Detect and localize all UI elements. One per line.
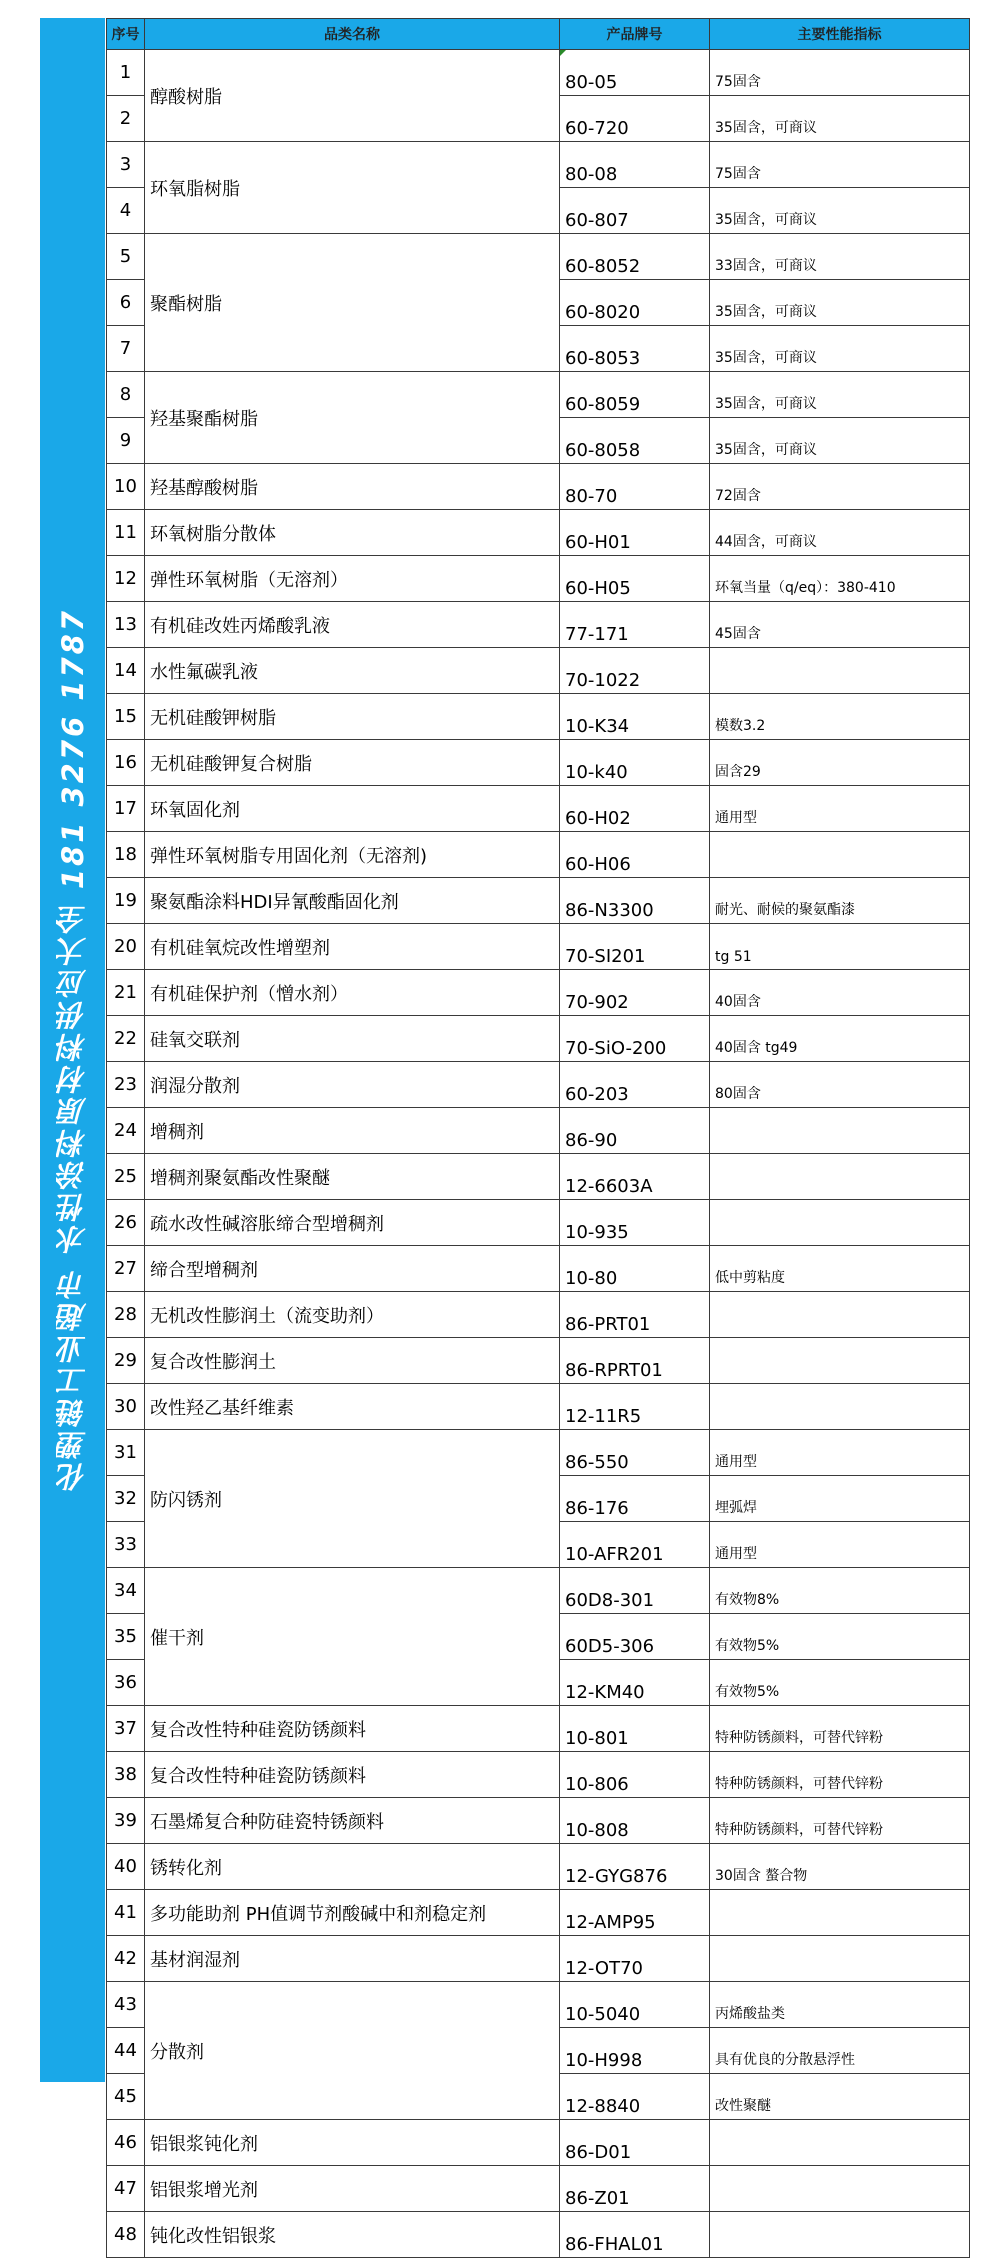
category-name: 防闪锈剂 <box>145 1430 560 1568</box>
product-code: 86-RPRT01 <box>560 1338 710 1384</box>
table-row <box>107 1384 970 1430</box>
row-number: 16 <box>107 740 145 786</box>
performance-spec: 75固含 <box>710 142 970 188</box>
table-row <box>107 1108 970 1154</box>
product-table <box>106 18 970 2258</box>
table-row <box>107 1246 970 1292</box>
performance-spec <box>710 1154 970 1200</box>
row-number: 29 <box>107 1338 145 1384</box>
product-code: 10-808 <box>560 1798 710 1844</box>
product-code: 86-D01 <box>560 2120 710 2166</box>
table-row <box>107 1936 970 1982</box>
product-code: 12-GYG876 <box>560 1844 710 1890</box>
category-name: 疏水改性碱溶胀缔合型增稠剂 <box>145 1200 560 1246</box>
header-code: 产品牌号 <box>560 19 710 50</box>
product-code: 86-90 <box>560 1108 710 1154</box>
row-number: 27 <box>107 1246 145 1292</box>
product-code: 60-8020 <box>560 280 710 326</box>
table-row <box>107 556 970 602</box>
table-row <box>107 832 970 878</box>
table-row <box>107 786 970 832</box>
product-code: 12-KM40 <box>560 1660 710 1706</box>
row-number: 40 <box>107 1844 145 1890</box>
product-code: 60-203 <box>560 1062 710 1108</box>
row-number: 3 <box>107 142 145 188</box>
performance-spec: 35固含，可商议 <box>710 96 970 142</box>
table-row <box>107 464 970 510</box>
product-code: 70-SiO-200 <box>560 1016 710 1062</box>
row-number: 18 <box>107 832 145 878</box>
category-name: 聚氨酯涂料HDI异氰酸酯固化剂 <box>145 878 560 924</box>
performance-spec <box>710 1338 970 1384</box>
table-row <box>107 878 970 924</box>
product-code: 60-H02 <box>560 786 710 832</box>
product-code: 60-807 <box>560 188 710 234</box>
product-code: 60-H01 <box>560 510 710 556</box>
category-name: 无机硅酸钾复合树脂 <box>145 740 560 786</box>
row-number: 32 <box>107 1476 145 1522</box>
performance-spec <box>710 2212 970 2258</box>
row-number: 48 <box>107 2212 145 2258</box>
performance-spec: 35固含，可商议 <box>710 418 970 464</box>
category-name: 环氧脂树脂 <box>145 142 560 234</box>
row-number: 21 <box>107 970 145 1016</box>
row-number: 46 <box>107 2120 145 2166</box>
category-name: 羟基醇酸树脂 <box>145 464 560 510</box>
table-row <box>107 1706 970 1752</box>
category-name: 弹性环氧树脂（无溶剂） <box>145 556 560 602</box>
category-name: 分散剂 <box>145 1982 560 2120</box>
product-code: 60-8052 <box>560 234 710 280</box>
table-body <box>107 50 970 2258</box>
product-code: 70-1022 <box>560 648 710 694</box>
row-number: 39 <box>107 1798 145 1844</box>
product-code: 80-05 <box>560 50 710 96</box>
row-number: 41 <box>107 1890 145 1936</box>
category-name: 锈转化剂 <box>145 1844 560 1890</box>
row-number: 10 <box>107 464 145 510</box>
category-name: 增稠剂聚氨酯改性聚醚 <box>145 1154 560 1200</box>
category-name: 多功能助剂 PH值调节剂酸碱中和剂稳定剂 <box>145 1890 560 1936</box>
category-name: 增稠剂 <box>145 1108 560 1154</box>
row-number: 36 <box>107 1660 145 1706</box>
category-name: 硅氧交联剂 <box>145 1016 560 1062</box>
product-code: 10-AFR201 <box>560 1522 710 1568</box>
performance-spec <box>710 832 970 878</box>
row-number: 43 <box>107 1982 145 2028</box>
table-row <box>107 1338 970 1384</box>
product-code: 10-k40 <box>560 740 710 786</box>
product-code: 10-935 <box>560 1200 710 1246</box>
row-number: 8 <box>107 372 145 418</box>
product-code: 12-OT70 <box>560 1936 710 1982</box>
performance-spec: 耐光、耐候的聚氨酯漆 <box>710 878 970 924</box>
performance-spec <box>710 2120 970 2166</box>
performance-spec: 33固含，可商议 <box>710 234 970 280</box>
row-number: 45 <box>107 2074 145 2120</box>
performance-spec: 埋弧焊 <box>710 1476 970 1522</box>
performance-spec: 80固含 <box>710 1062 970 1108</box>
table-row <box>107 1154 970 1200</box>
performance-spec <box>710 1384 970 1430</box>
row-number: 2 <box>107 96 145 142</box>
row-number: 13 <box>107 602 145 648</box>
category-name: 润湿分散剂 <box>145 1062 560 1108</box>
product-code: 10-806 <box>560 1752 710 1798</box>
category-name: 复合改性特种硅瓷防锈颜料 <box>145 1706 560 1752</box>
category-name: 催干剂 <box>145 1568 560 1706</box>
product-code: 86-PRT01 <box>560 1292 710 1338</box>
row-number: 7 <box>107 326 145 372</box>
category-name: 改性羟乙基纤维素 <box>145 1384 560 1430</box>
table-row <box>107 372 970 418</box>
sidebar-title <box>40 18 105 2082</box>
category-name: 钝化改性铝银浆 <box>145 2212 560 2258</box>
row-number: 14 <box>107 648 145 694</box>
row-number: 47 <box>107 2166 145 2212</box>
product-code: 70-SI201 <box>560 924 710 970</box>
category-name: 醇酸树脂 <box>145 50 560 142</box>
row-number: 30 <box>107 1384 145 1430</box>
table-row <box>107 1062 970 1108</box>
performance-spec: 环氧当量（q/eq）：380-410 <box>710 556 970 602</box>
category-name: 有机硅改姓丙烯酸乳液 <box>145 602 560 648</box>
performance-spec: 低中剪粘度 <box>710 1246 970 1292</box>
table-row <box>107 510 970 556</box>
row-number: 9 <box>107 418 145 464</box>
performance-spec: 有效物5% <box>710 1660 970 1706</box>
performance-spec: 35固含，可商议 <box>710 372 970 418</box>
performance-spec: 特种防锈颜料，可替代锌粉 <box>710 1706 970 1752</box>
table-row <box>107 1844 970 1890</box>
row-number: 22 <box>107 1016 145 1062</box>
row-number: 4 <box>107 188 145 234</box>
table-row <box>107 740 970 786</box>
category-name: 基材润湿剂 <box>145 1936 560 1982</box>
sidebar-text: 化塑链工业超市 水性涂料原材料供应大全 181 3276 1787 <box>56 608 90 1492</box>
category-name: 无机改性膨润土（流变助剂） <box>145 1292 560 1338</box>
product-code: 60-8053 <box>560 326 710 372</box>
table-row <box>107 234 970 280</box>
performance-spec: 75固含 <box>710 50 970 96</box>
product-code: 60-H06 <box>560 832 710 878</box>
table-row <box>107 602 970 648</box>
product-code: 10-K34 <box>560 694 710 740</box>
performance-spec: 30固含 螯合物 <box>710 1844 970 1890</box>
row-number: 42 <box>107 1936 145 1982</box>
performance-spec: 特种防锈颜料，可替代锌粉 <box>710 1752 970 1798</box>
performance-spec: tg 51 <box>710 924 970 970</box>
product-code: 12-AMP95 <box>560 1890 710 1936</box>
row-number: 11 <box>107 510 145 556</box>
product-code: 12-6603A <box>560 1154 710 1200</box>
product-code: 70-902 <box>560 970 710 1016</box>
row-number: 12 <box>107 556 145 602</box>
product-code: 80-70 <box>560 464 710 510</box>
row-number: 20 <box>107 924 145 970</box>
performance-spec: 72固含 <box>710 464 970 510</box>
category-name: 无机硅酸钾树脂 <box>145 694 560 740</box>
table-row <box>107 648 970 694</box>
row-number: 19 <box>107 878 145 924</box>
product-code: 60-8058 <box>560 418 710 464</box>
product-code: 12-8840 <box>560 2074 710 2120</box>
header-spec: 主要性能指标 <box>710 19 970 50</box>
performance-spec: 通用型 <box>710 786 970 832</box>
product-code: 60-720 <box>560 96 710 142</box>
table-row <box>107 50 970 96</box>
category-name: 铝银浆增光剂 <box>145 2166 560 2212</box>
performance-spec <box>710 2166 970 2212</box>
row-number: 37 <box>107 1706 145 1752</box>
category-name: 水性氟碳乳液 <box>145 648 560 694</box>
performance-spec: 35固含，可商议 <box>710 188 970 234</box>
category-name: 羟基聚酯树脂 <box>145 372 560 464</box>
table-row <box>107 1200 970 1246</box>
performance-spec: 有效物8% <box>710 1568 970 1614</box>
product-code: 86-550 <box>560 1430 710 1476</box>
product-code: 77-171 <box>560 602 710 648</box>
performance-spec: 通用型 <box>710 1522 970 1568</box>
table-row <box>107 2212 970 2258</box>
table-row <box>107 1798 970 1844</box>
product-code: 86-176 <box>560 1476 710 1522</box>
table-row <box>107 1430 970 1476</box>
table-row <box>107 2120 970 2166</box>
table-row <box>107 1016 970 1062</box>
category-name: 复合改性膨润土 <box>145 1338 560 1384</box>
performance-spec: 丙烯酸盐类 <box>710 1982 970 2028</box>
header-category: 品类名称 <box>145 19 560 50</box>
category-name: 聚酯树脂 <box>145 234 560 372</box>
performance-spec <box>710 1108 970 1154</box>
row-number: 44 <box>107 2028 145 2074</box>
category-name: 环氧固化剂 <box>145 786 560 832</box>
row-number: 5 <box>107 234 145 280</box>
table-row <box>107 1982 970 2028</box>
table-row <box>107 1292 970 1338</box>
row-number: 31 <box>107 1430 145 1476</box>
row-number: 1 <box>107 50 145 96</box>
performance-spec: 固含29 <box>710 740 970 786</box>
performance-spec: 45固含 <box>710 602 970 648</box>
performance-spec: 模数3.2 <box>710 694 970 740</box>
product-code: 60-8059 <box>560 372 710 418</box>
performance-spec: 改性聚醚 <box>710 2074 970 2120</box>
product-code: 60-H05 <box>560 556 710 602</box>
row-number: 6 <box>107 280 145 326</box>
product-code: 60D8-301 <box>560 1568 710 1614</box>
row-number: 24 <box>107 1108 145 1154</box>
category-name: 复合改性特种硅瓷防锈颜料 <box>145 1752 560 1798</box>
table-row <box>107 924 970 970</box>
product-code: 10-H998 <box>560 2028 710 2074</box>
product-code: 10-801 <box>560 1706 710 1752</box>
category-name: 缔合型增稠剂 <box>145 1246 560 1292</box>
table-row <box>107 1752 970 1798</box>
product-code: 86-N3300 <box>560 878 710 924</box>
table-row <box>107 2166 970 2212</box>
row-number: 35 <box>107 1614 145 1660</box>
row-number: 34 <box>107 1568 145 1614</box>
performance-spec <box>710 1200 970 1246</box>
row-number: 15 <box>107 694 145 740</box>
table-row <box>107 1568 970 1614</box>
category-name: 弹性环氧树脂专用固化剂（无溶剂) <box>145 832 560 878</box>
table-row <box>107 694 970 740</box>
category-name: 铝银浆钝化剂 <box>145 2120 560 2166</box>
performance-spec: 40固含 tg49 <box>710 1016 970 1062</box>
product-code: 12-11R5 <box>560 1384 710 1430</box>
category-name: 石墨烯复合种防硅瓷特锈颜料 <box>145 1798 560 1844</box>
comment-marker-icon <box>560 50 566 56</box>
product-code: 60D5-306 <box>560 1614 710 1660</box>
product-code: 10-80 <box>560 1246 710 1292</box>
row-number: 28 <box>107 1292 145 1338</box>
performance-spec: 44固含，可商议 <box>710 510 970 556</box>
row-number: 23 <box>107 1062 145 1108</box>
table-row <box>107 142 970 188</box>
performance-spec: 35固含，可商议 <box>710 280 970 326</box>
header-no: 序号 <box>107 19 145 50</box>
row-number: 38 <box>107 1752 145 1798</box>
row-number: 17 <box>107 786 145 832</box>
category-name: 有机硅保护剂（憎水剂） <box>145 970 560 1016</box>
table-row <box>107 970 970 1016</box>
product-code: 10-5040 <box>560 1982 710 2028</box>
table-row <box>107 1890 970 1936</box>
table-header-row <box>107 19 970 50</box>
product-code: 80-08 <box>560 142 710 188</box>
contact-sidebar <box>40 18 105 2082</box>
performance-spec <box>710 1890 970 1936</box>
performance-spec <box>710 1936 970 1982</box>
performance-spec <box>710 1292 970 1338</box>
performance-spec: 通用型 <box>710 1430 970 1476</box>
performance-spec: 35固含，可商议 <box>710 326 970 372</box>
performance-spec: 有效物5% <box>710 1614 970 1660</box>
row-number: 33 <box>107 1522 145 1568</box>
performance-spec: 具有优良的分散悬浮性 <box>710 2028 970 2074</box>
product-code: 86-Z01 <box>560 2166 710 2212</box>
row-number: 25 <box>107 1154 145 1200</box>
row-number: 26 <box>107 1200 145 1246</box>
product-code: 86-FHAL01 <box>560 2212 710 2258</box>
performance-spec <box>710 648 970 694</box>
category-name: 有机硅氧烷改性增塑剂 <box>145 924 560 970</box>
performance-spec: 特种防锈颜料，可替代锌粉 <box>710 1798 970 1844</box>
performance-spec: 40固含 <box>710 970 970 1016</box>
category-name: 环氧树脂分散体 <box>145 510 560 556</box>
